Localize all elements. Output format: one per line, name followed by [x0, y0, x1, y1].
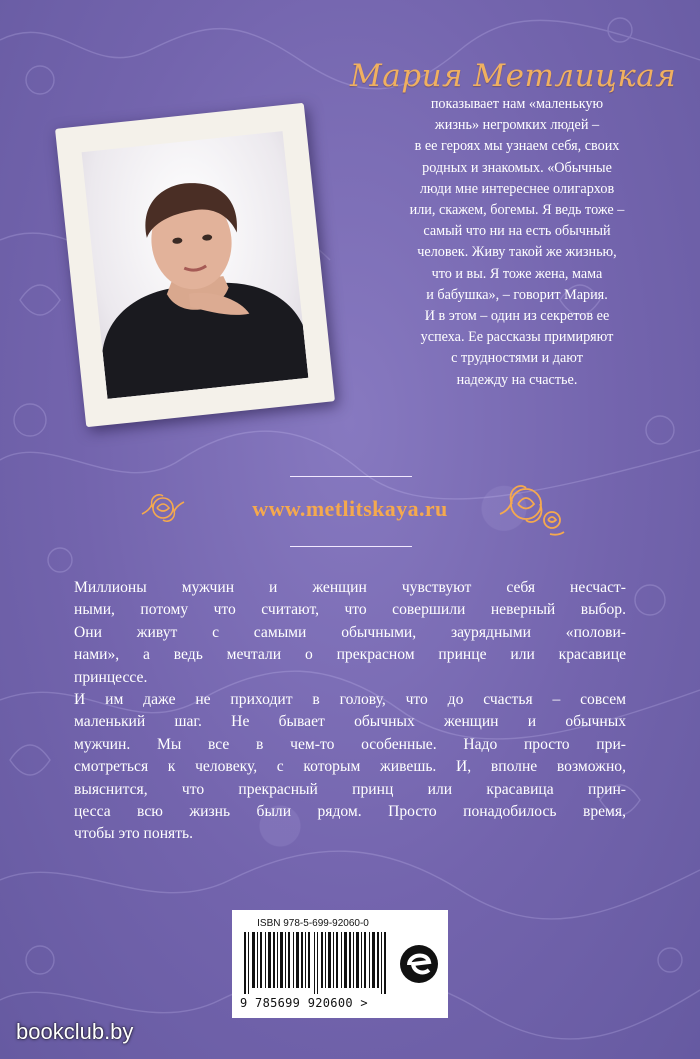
annotation-line: цесса всю жизнь были рядом. Просто понадобилось время, — [74, 803, 626, 821]
barcode-bars — [244, 932, 394, 994]
website-link[interactable]: www.metlitskaya.ru — [252, 496, 448, 521]
bio-line: и бабушка», – говорит Мария. — [426, 286, 608, 303]
bio-line: что и вы. Я тоже жена, мама — [431, 265, 603, 282]
publisher-logo-icon — [397, 932, 441, 994]
barcode-panel — [232, 910, 448, 1018]
author-bio — [356, 94, 678, 391]
bio-line: люди мне интереснее олигархов — [419, 180, 615, 197]
bio-line: жизнь» негромких людей – — [434, 117, 600, 134]
annotation-line: И им даже не приходит в голову, что до счастья – совсем — [74, 691, 626, 709]
annotation-line: нами», а ведь мечтали о прекрасном принце или красавице — [74, 646, 626, 664]
website-bottom-rule — [290, 546, 412, 547]
author-photo-frame — [55, 103, 335, 427]
annotation-line: Миллионы мужчин и женщин чувствуют себя несчаст- — [74, 579, 626, 596]
annotation-line: ными, потому что считают, что совершили неверный выбор. — [74, 601, 626, 619]
bio-line: родных и знакомых. «Обычные — [422, 159, 612, 176]
annotation-line: смотреться к человеку, с которым живешь. И, вполне возможно, — [74, 758, 626, 776]
bio-line: в ее героях мы узнаем себя, своих — [414, 138, 620, 155]
bio-line: или, скажем, богемы. Я ведь тоже – — [409, 202, 625, 219]
bio-line: самый что ни на есть обычный — [423, 223, 611, 240]
bio-line: человек. Живу такой же жизнью, — [417, 244, 617, 261]
book-annotation — [74, 577, 626, 846]
author-photo — [82, 131, 309, 399]
annotation-line: мужчин. Мы все в чем-то особенные. Надо просто при- — [74, 735, 626, 753]
bio-line: надежду на счастье. — [456, 371, 578, 388]
bio-line: И в этом – один из секретов ее — [424, 308, 610, 325]
bio-line: с трудностями и дают — [451, 350, 583, 367]
barcode-digits: 9 785699 920600 > — [240, 996, 368, 1010]
annotation-line: Они живут с самыми обычными, заурядными «полови- — [74, 623, 626, 641]
annotation-line: маленький шаг. Не бывает обычных женщин и обычных — [74, 713, 626, 731]
website-top-rule — [290, 476, 412, 477]
bio-line: показывает нам «маленькую — [430, 96, 604, 112]
annotation-line: принцессе. — [74, 668, 148, 686]
annotation-line: чтобы это понять. — [74, 825, 194, 843]
watermark-text: bookclub.by — [16, 1019, 134, 1044]
isbn-number: ISBN 978-5-699-92060-0 — [257, 918, 369, 929]
bio-line: успеха. Ее рассказы примиряют — [420, 329, 614, 346]
annotation-line: выяснится, что прекрасный принц или красавица прин- — [74, 780, 626, 798]
author-name-signature: Мария Метлицкая — [350, 58, 677, 94]
